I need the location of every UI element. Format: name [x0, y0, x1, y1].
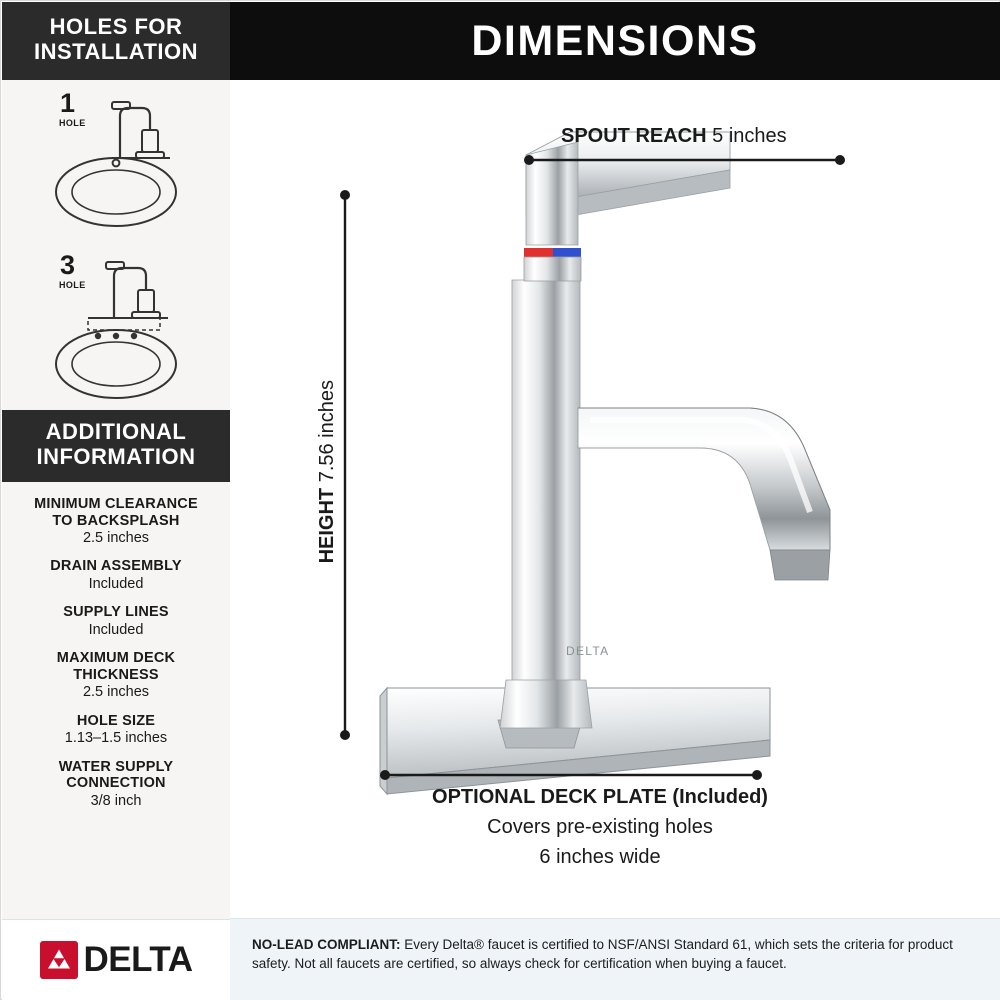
height-endpoint-bottom: [340, 730, 350, 740]
spec-term-line2: CONNECTION: [66, 775, 166, 792]
hole-label-1: HOLE: [59, 118, 86, 128]
dimensions-title-bar: [230, 2, 1000, 80]
faucet-column-graphic: [498, 280, 592, 748]
holes-header-line2: INSTALLATION: [33, 39, 199, 64]
height-label: [316, 380, 339, 563]
spec-value: 2.5 inches: [82, 530, 150, 547]
spec-term: SUPPLY LINES: [63, 604, 169, 621]
three-hole-illustration: [2, 240, 230, 410]
spec-term: HOLE SIZE: [76, 712, 156, 729]
spec-item: [12, 650, 220, 701]
faucet-handle-graphic: [524, 132, 730, 281]
deck-plate-title: OPTIONAL DECK PLATE (Included): [432, 786, 768, 808]
specs-list: [2, 482, 230, 825]
holes-for-installation-header: [2, 2, 230, 80]
spec-item: [12, 759, 220, 810]
dimension-drawing-area: [230, 80, 1000, 918]
faucet-spout-graphic: [578, 408, 830, 580]
no-lead-compliance-note: [230, 918, 1000, 1000]
spout-reach-term: SPOUT REACH: [561, 125, 707, 147]
additional-header-line1: ADDITIONAL: [45, 419, 187, 445]
note-body: Every Delta® faucet is certified to NSF/ANSI Standard 61, which sets the criteria for product safety. Not all faucets are certified, so always check for certification when buying a faucet.: [252, 937, 953, 972]
height-term: HEIGHT: [316, 487, 338, 564]
spec-term: MAXIMUM DECK: [56, 650, 176, 667]
spec-term-line2: TO BACKSPLASH: [52, 512, 180, 529]
brand-name: DELTA: [83, 940, 193, 979]
height-value: 7.56 inches: [316, 380, 338, 483]
deck-endpoint-left: [380, 770, 390, 780]
spec-term: WATER SUPPLY: [58, 758, 174, 775]
spout-reach-endpoint-left: [524, 155, 534, 165]
spec-term-line2: THICKNESS: [73, 666, 159, 683]
spec-item: [12, 713, 220, 748]
spec-value: 1.13–1.5 inches: [64, 730, 168, 747]
deck-plate-sub1: Covers pre-existing holes: [487, 816, 713, 838]
spec-item: [12, 496, 220, 547]
spec-term: DRAIN ASSEMBLY: [50, 558, 182, 575]
hole-label-3: HOLE: [59, 280, 86, 290]
deck-endpoint-right: [752, 770, 762, 780]
height-endpoint-top: [340, 190, 350, 200]
holes-diagram-area: [2, 80, 230, 410]
spec-value: Included: [88, 621, 144, 638]
spout-reach-value: 5 inches: [712, 125, 787, 147]
hole-count-3: 3: [60, 250, 76, 280]
spout-reach-endpoint-right: [835, 155, 845, 165]
spec-term: MINIMUM CLEARANCE: [34, 496, 198, 512]
one-hole-illustration: [2, 80, 230, 240]
additional-header-line2: INFORMATION: [36, 444, 196, 469]
deck-plate-sub2: 6 inches wide: [539, 846, 661, 868]
delta-triangle-icon: [40, 941, 78, 979]
spec-value: Included: [88, 575, 144, 592]
additional-information-header: [2, 410, 230, 482]
hot-indicator: [524, 248, 553, 257]
spec-item: [12, 558, 220, 593]
brand-logo: [2, 919, 230, 1000]
spec-value: 3/8 inch: [90, 792, 142, 809]
faucet-delta-mark: DELTA: [566, 644, 610, 658]
note-lead: NO-LEAD COMPLIANT:: [252, 937, 401, 952]
left-info-column: [2, 2, 230, 1000]
spout-reach-label: [561, 125, 787, 148]
holes-header-line1: HOLES FOR: [49, 14, 183, 40]
page-title: DIMENSIONS: [471, 16, 759, 65]
hole-count-1: 1: [60, 88, 76, 118]
spec-value: 2.5 inches: [82, 684, 150, 701]
cold-indicator: [553, 248, 581, 257]
spec-item: [12, 604, 220, 639]
